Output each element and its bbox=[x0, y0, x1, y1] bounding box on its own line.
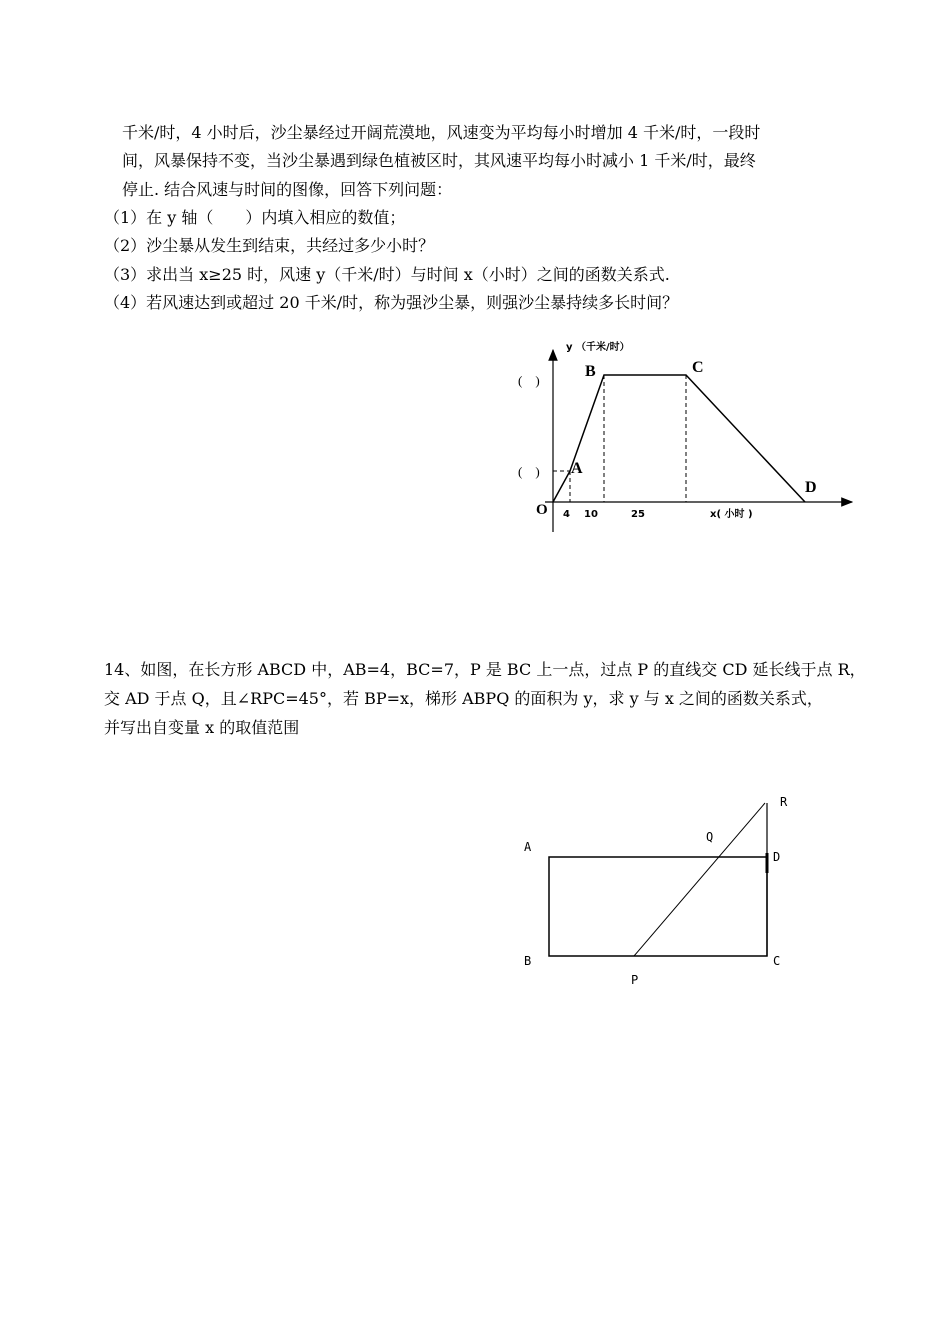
blank-bottom: ( ) bbox=[518, 464, 540, 479]
rectangle-figure bbox=[510, 785, 800, 995]
label-c: C bbox=[773, 954, 781, 968]
question-4: （4）若风速达到或超过 20 千米/时，称为强沙尘暴，则强沙尘暴持续多长时间？ bbox=[104, 293, 679, 312]
label-r: R bbox=[780, 795, 788, 809]
label-p: P bbox=[631, 973, 639, 987]
problem13-line-3: 停止. 结合风速与时间的图像，回答下列问题： bbox=[122, 180, 453, 199]
wind-speed-graph bbox=[500, 330, 870, 540]
problem14-line-2: 交 AD 于点 Q，且∠RPC=45°，若 BP=x，梯形 ABPQ 的面积为 y，求 y 与 x 之间的函数关系式， bbox=[104, 689, 823, 708]
origin-label: O bbox=[536, 502, 548, 518]
point-b-label: B bbox=[585, 363, 596, 380]
tick-4: 4 bbox=[563, 509, 570, 520]
problem14-line-3: 并写出自变量 x 的取值范围 bbox=[104, 718, 300, 737]
rectangle-abcd bbox=[549, 857, 767, 956]
tick-10: 10 bbox=[584, 509, 598, 520]
label-b: B bbox=[524, 954, 532, 968]
point-d-label: D bbox=[805, 479, 817, 496]
point-a-label: A bbox=[571, 460, 583, 477]
point-c-label: C bbox=[692, 359, 704, 376]
label-q: Q bbox=[706, 830, 714, 844]
label-d: D bbox=[773, 850, 781, 864]
x-axis-label: x( 小时 ) bbox=[710, 509, 753, 520]
line-pr bbox=[634, 803, 765, 956]
tick-25: 25 bbox=[631, 509, 645, 520]
question-1: （1）在 y 轴（ ）内填入相应的数值； bbox=[104, 208, 406, 227]
question-2: （2）沙尘暴从发生到结束，共经过多少小时？ bbox=[104, 236, 435, 255]
speed-curve bbox=[553, 375, 805, 502]
question-3: （3）求出当 x≥25 时，风速 y（千米/时）与时间 x（小时）之间的函数关系式. bbox=[104, 265, 670, 284]
y-axis-label: y （千米/时） bbox=[566, 342, 630, 353]
label-a: A bbox=[524, 840, 532, 854]
problem13-line-1: 千米/时，4 小时后，沙尘暴经过开阔荒漠地，风速变为平均每小时增加 4 千米/时，一段时 bbox=[122, 123, 761, 142]
blank-top: ( ) bbox=[518, 373, 540, 388]
problem13-line-2: 间，风暴保持不变，当沙尘暴遇到绿色植被区时，其风速平均每小时减小 1 千米/时，最终 bbox=[122, 151, 756, 170]
problem14-line-1: 14、如图，在长方形 ABCD 中，AB=4，BC=7，P 是 BC 上一点，过点 P 的直线交 CD 延长线于点 R， bbox=[104, 660, 866, 679]
